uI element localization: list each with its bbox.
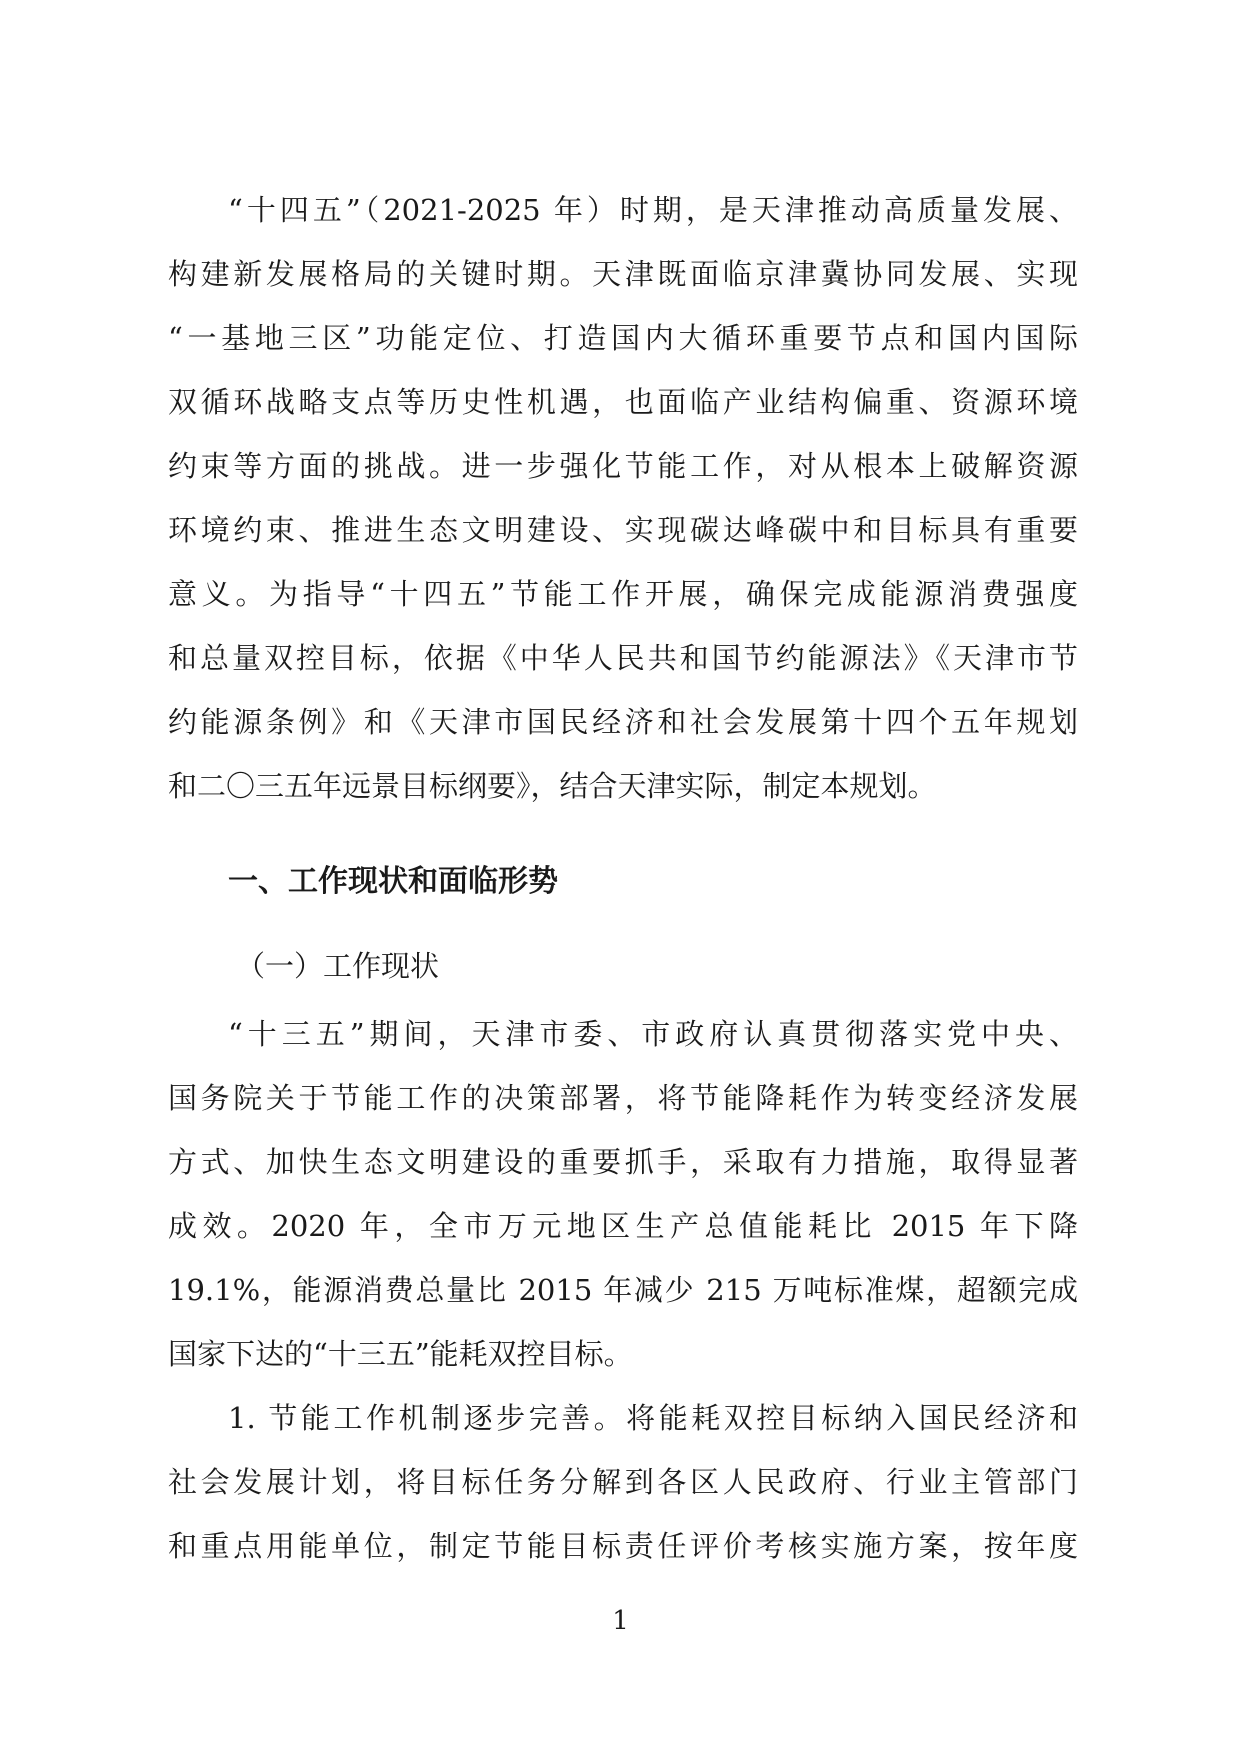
intro-line-8: 和总量双控目标，依据《中华人民共和国节约能源法》《天津市节: [168, 641, 1078, 675]
intro-line-3: “一基地三区”功能定位、打造国内大循环重要节点和国内国际: [168, 321, 1078, 355]
status-line-5: 19.1%，能源消费总量比 2015 年减少 215 万吨标准煤，超额完成: [168, 1273, 1078, 1307]
intro-line-5: 约束等方面的挑战。进一步强化节能工作，对从根本上破解资源: [168, 449, 1078, 483]
item-line-1: 1. 节能工作机制逐步完善。将能耗双控目标纳入国民经济和: [228, 1401, 1078, 1435]
section-heading: 一、工作现状和面临形势: [228, 864, 558, 899]
status-line-4: 成效。2020 年，全市万元地区生产总值能耗比 2015 年下降: [168, 1209, 1078, 1243]
intro-line-6: 环境约束、推进生态文明建设、实现碳达峰碳中和目标具有重要: [168, 513, 1078, 547]
intro-line-9: 约能源条例》和《天津市国民经济和社会发展第十四个五年规划: [168, 705, 1078, 739]
intro-line-2: 构建新发展格局的关键时期。天津既面临京津冀协同发展、实现: [168, 257, 1078, 291]
subsection-heading: （一）工作现状: [236, 949, 440, 983]
status-line-3: 方式、加快生态文明建设的重要抓手，采取有力措施，取得显著: [168, 1145, 1078, 1179]
status-line-1: “十三五”期间，天津市委、市政府认真贯彻落实党中央、: [228, 1017, 1078, 1051]
intro-line-1: [228, 190, 1078, 230]
intro-text-1: “十四五”（2021-2025 年）时期，是天津推动高质量发展、: [228, 193, 1078, 227]
intro-line-10: 和二〇三五年远景目标纲要》，结合天津实际，制定本规划。: [168, 769, 937, 803]
status-line-6: 国家下达的“十三五”能耗双控目标。: [168, 1337, 633, 1371]
status-line-2: 国务院关于节能工作的决策部署，将节能降耗作为转变经济发展: [168, 1081, 1078, 1115]
page-number: 1: [612, 1606, 629, 1636]
intro-line-4: 双循环战略支点等历史性机遇，也面临产业结构偏重、资源环境: [168, 385, 1078, 419]
item-line-2: 社会发展计划，将目标任务分解到各区人民政府、行业主管部门: [168, 1465, 1078, 1499]
item-line-3: 和重点用能单位，制定节能目标责任评价考核实施方案，按年度: [168, 1529, 1078, 1563]
intro-line-7: 意义。为指导“十四五”节能工作开展，确保完成能源消费强度: [168, 577, 1078, 611]
